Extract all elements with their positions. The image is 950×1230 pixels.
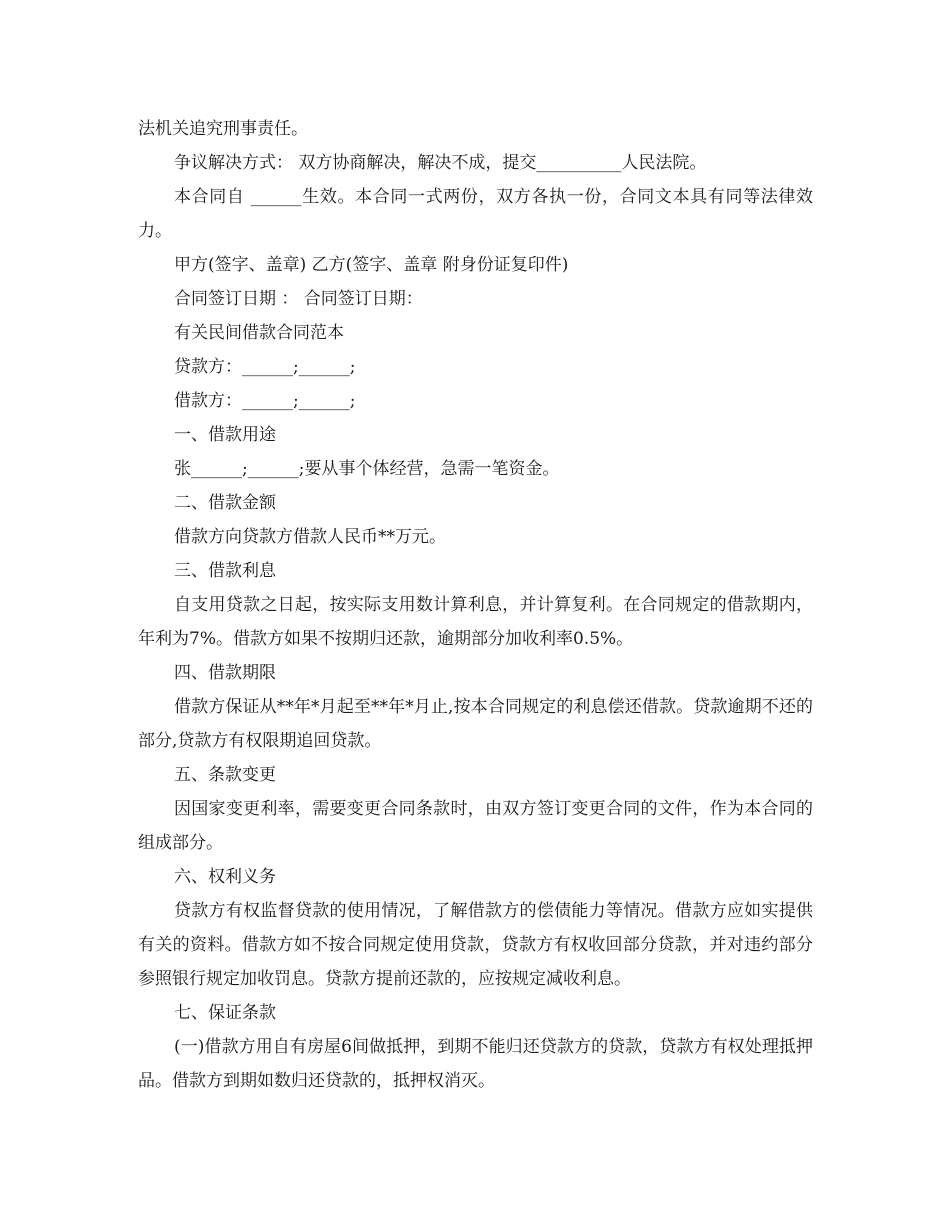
- paragraph-effectiveness: 本合同自 ______生效。本合同一式两份，双方各执一份，合同文本具有同等法律效力。: [138, 187, 813, 241]
- paragraph-borrower: 借款方：______;______;: [174, 391, 356, 411]
- section-heading-purpose: 一、借款用途: [174, 425, 276, 445]
- section-heading-interest: 三、借款利息: [174, 561, 276, 581]
- paragraph-changes: 因国家变更利率，需要变更合同条款时，由双方签订变更合同的文件，作为本合同的组成部分。: [138, 799, 813, 853]
- paragraph-dispute-resolution: 争议解决方式： 双方协商解决，解决不成，提交__________人民法院。: [174, 153, 707, 173]
- paragraph-lender: 贷款方：______;______;: [174, 357, 356, 377]
- paragraph-signatures: 甲方(签字、盖章) 乙方(签字、盖章 附身份证复印件): [174, 255, 569, 275]
- section-heading-rights: 六、权利义务: [174, 867, 276, 887]
- paragraph-signing-dates: 合同签订日期 ： 合同签订日期：: [174, 289, 423, 309]
- paragraph-guarantee-1: (一)借款方用自有房屋6间做抵押，到期不能归还贷款方的贷款，贷款方有权处理抵押品。借款方到期如数归还贷款的，抵押权消灭。: [138, 1037, 813, 1091]
- paragraph-purpose: 张______;______;要从事个体经营，急需一笔资金。: [174, 459, 560, 479]
- section-heading-changes: 五、条款变更: [174, 765, 276, 785]
- contract-title: 有关民间借款合同范本: [174, 323, 344, 343]
- section-heading-term: 四、借款期限: [174, 663, 276, 683]
- paragraph-interest: 自支用贷款之日起，按实际支用数计算利息，并计算复利。在合同规定的借款期内，年利为7%。借款方如果不按期归还款，逾期部分加收利率0.5%。: [138, 595, 813, 649]
- paragraph-term: 借款方保证从**年*月起至**年*月止,按本合同规定的利息偿还借款。贷款逾期不还的部分,贷款方有权限期追回贷款。: [138, 697, 813, 751]
- section-heading-guarantee: 七、保证条款: [174, 1003, 276, 1023]
- paragraph-amount: 借款方向贷款方借款人民币**万元。: [174, 527, 446, 547]
- paragraph-criminal-liability-tail: 法机关追究刑事责任。: [138, 119, 308, 139]
- section-heading-amount: 二、借款金额: [174, 493, 276, 513]
- paragraph-rights: 贷款方有权监督贷款的使用情况，了解借款方的偿债能力等情况。借款方应如实提供有关的资料。借款方如不按合同规定使用贷款，贷款方有权收回部分贷款，并对违约部分参照银行规定加收罚息。贷款方提前还款的，应按规定减收利息。: [138, 901, 813, 989]
- document-page: [138, 112, 813, 1098]
